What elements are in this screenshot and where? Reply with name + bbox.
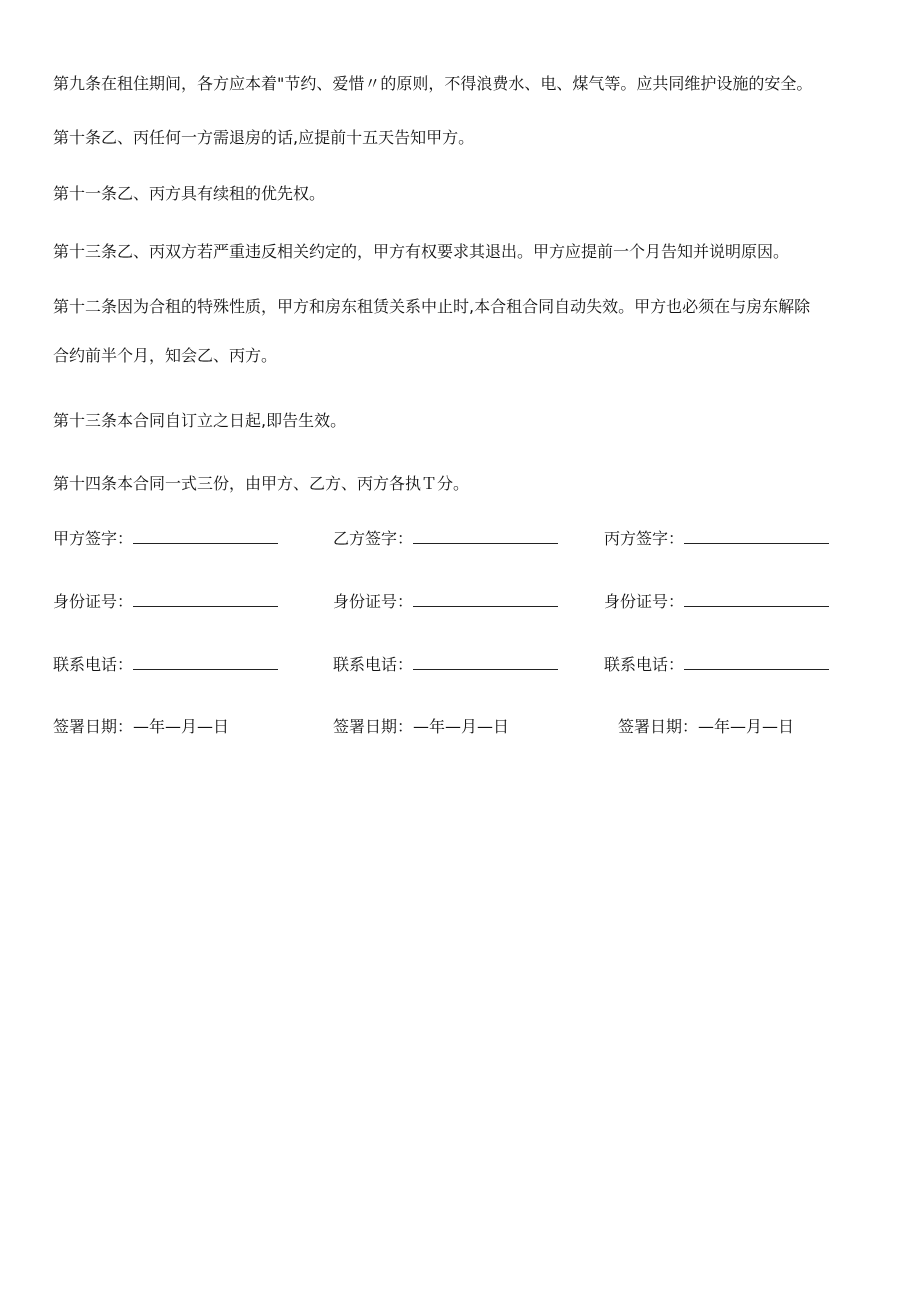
- party-a-id-label: 身份证号：: [53, 592, 134, 611]
- clause-9: 第九条在租住期间，各方应本着"节约、爱惜〃的原则，不得浪费水、电、煤气等。应共同维护设施的安全。: [53, 74, 813, 93]
- party-c-phone: [604, 654, 829, 675]
- party-c-phone-label: 联系电话：: [604, 655, 685, 674]
- party-c-sign-field[interactable]: [684, 528, 829, 544]
- clause-13-violation: 第十三条乙、丙双方若严重违反相关约定的，甲方有权要求其退出。甲方应提前一个月告知并说明原因。: [53, 242, 790, 261]
- clause-14: 第十四条本合同一式三份，由甲方、乙方、丙方各执Ｔ分。: [53, 474, 470, 493]
- party-a-sign-field[interactable]: [133, 528, 278, 544]
- party-a-phone: [53, 654, 278, 675]
- party-c-signature: [604, 528, 829, 549]
- party-b-id-label: 身份证号：: [333, 592, 414, 611]
- party-b-id: [333, 591, 558, 612]
- party-c-phone-field[interactable]: [684, 654, 829, 670]
- party-b-phone: [333, 654, 558, 675]
- clause-12-line-1: 第十二条因为合租的特殊性质，甲方和房东租赁关系中止时,本合租合同自动失效。甲方也必须在与房东解除: [53, 297, 811, 316]
- party-c-sign-label: 丙方签字：: [604, 529, 685, 548]
- clause-13-effective: 第十三条本合同自订立之日起,即告生效。: [53, 411, 347, 430]
- signature-row: [0, 528, 920, 550]
- party-b-signature: [333, 528, 558, 549]
- party-a-phone-label: 联系电话：: [53, 655, 134, 674]
- party-c-id: [604, 591, 829, 612]
- party-c-id-field[interactable]: [684, 591, 829, 607]
- party-a-id: [53, 591, 278, 612]
- party-a-id-field[interactable]: [133, 591, 278, 607]
- party-c-id-label: 身份证号：: [604, 592, 685, 611]
- party-a-sign-label: 甲方签字：: [53, 529, 134, 548]
- clause-11: 第十一条乙、丙方具有续租的优先权。: [53, 184, 326, 203]
- party-a-phone-field[interactable]: [133, 654, 278, 670]
- id-number-row: [0, 591, 920, 613]
- party-c-date: 签署日期：—年—月—日: [618, 717, 795, 736]
- phone-row: [0, 654, 920, 676]
- date-row: [0, 717, 920, 739]
- party-b-sign-field[interactable]: [413, 528, 558, 544]
- party-b-sign-label: 乙方签字：: [333, 529, 414, 548]
- party-b-phone-label: 联系电话：: [333, 655, 414, 674]
- party-a-date: 签署日期：—年—月—日: [53, 717, 230, 736]
- party-b-date: 签署日期：—年—月—日: [333, 717, 510, 736]
- party-b-id-field[interactable]: [413, 591, 558, 607]
- clause-10: 第十条乙、丙任何一方需退房的话,应提前十五天告知甲方。: [53, 128, 475, 147]
- party-b-phone-field[interactable]: [413, 654, 558, 670]
- clause-12-line-2: 合约前半个月，知会乙、丙方。: [53, 346, 278, 365]
- party-a-signature: [53, 528, 278, 549]
